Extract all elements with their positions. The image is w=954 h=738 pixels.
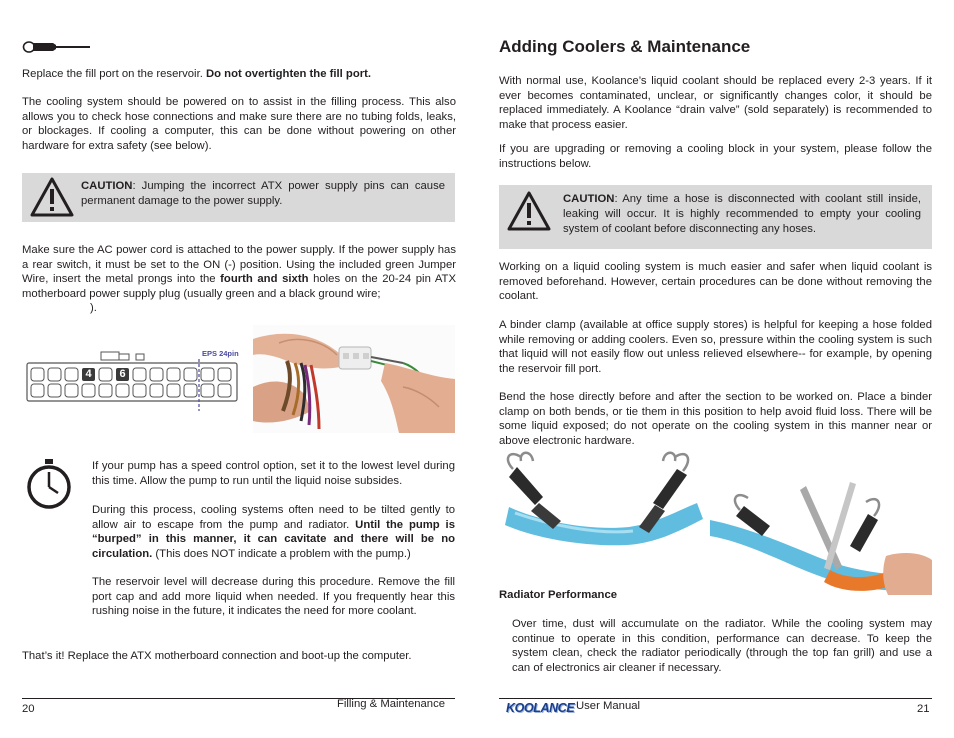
left-paragraph-jumper-tail: ). [90, 302, 97, 314]
pin-label-6: 6 [119, 368, 126, 380]
left-paragraph-jumper: Make sure the AC power cord is attached to the power supply. If the power supply has a rear switch, it must be set to the ON (-) position. Using the included green Jumper Wire, insert the metal prongs into the fourth and sixth holes on the 20-24 pin ATX motherboard power supply plug (usually green and a black ground wire; [22, 244, 456, 300]
section-subheading-radiator: Radiator Performance [499, 589, 618, 601]
right-page-number: 21 [917, 703, 930, 715]
left-paragraph-fill-port: Replace the fill port on the reservoir. Do not overtighten the fill port. [22, 68, 372, 80]
right-footer-title: User Manual [576, 700, 641, 712]
left-footer-title: Filling & Maintenance [337, 698, 446, 710]
eps-24pin-label: EPS 24pin [202, 349, 239, 358]
left-paragraph-pump-speed: If your pump has a speed control option, set it to the lowest level during this time. Allow the pump to run until the liquid noise subsides. [92, 460, 455, 487]
caution-box-right [499, 185, 932, 249]
screwdriver-icon [22, 40, 92, 59]
binder-clamp-photo [499, 447, 715, 557]
warning-icon [30, 177, 74, 217]
warning-icon [507, 191, 551, 231]
stopwatch-icon [25, 458, 73, 515]
caution-text-right: CAUTION: Any time a hose is disconnected with coolant still inside, leaking will occur. It is highly recommended to empty your cooling system of coolant before disconnecting any hoses. [563, 193, 921, 235]
page-title: Adding Coolers & Maintenance [499, 37, 751, 56]
right-paragraph-binder-clamp: A binder clamp (available at office supply stores) is helpful for keeping a hose folded while removing or adding coolers. Even so, pressure within the cooling system is such that liquid will not easily flow out unless relieved elsewhere-- for example, by opening the reservoir fill port. [499, 319, 932, 375]
right-paragraph-radiator: Over time, dust will accumulate on the radiator. While the cooling system may continue to operate in this condition, performance can decrease. To keep the system clean, check the radiator periodically (through the top fan grill) and use a can of electronics air cleaner if necessary. [512, 618, 932, 674]
left-paragraph-finish: That’s it! Replace the ATX motherboard connection and boot-up the computer. [22, 650, 412, 662]
caution-box-left [22, 173, 455, 222]
left-page-number: 20 [22, 703, 35, 715]
right-footer-rule [499, 698, 932, 699]
hose-cutting-photo [710, 480, 932, 595]
caution-text-left: CAUTION: Jumping the incorrect ATX power supply pins can cause permanent damage to the power supply. [81, 180, 445, 207]
right-paragraph-working: Working on a liquid cooling system is much easier and safer when liquid coolant is removed beforehand. However, certain procedures can be done without removing the coolant. [499, 261, 932, 303]
left-paragraph-burp: During this process, cooling systems often need to be tilted gently to allow air to escape from the pump and radiator. Until the pump is “burped” in this manner, it can cavitate and there will be no circulation. (This does NOT indicate a problem with the pump.) [92, 504, 455, 560]
pin-label-4: 4 [85, 368, 92, 380]
jumper-wire-photo [253, 325, 455, 433]
left-paragraph-reservoir-level: The reservoir level will decrease during this procedure. Remove the fill port cap and add more liquid when needed. If you frequently hear this rushing noise in the future, it indicates the need for more coolant. [92, 576, 455, 618]
right-paragraph-bend-hose: Bend the hose directly before and after the section to be worked on. Place a binder clamp on both bends, or tie them in this position to help avoid fluid loss. There will be some liquid exposed; do not operate on the cooling system in this manner near or above electronic hardware. [499, 391, 932, 447]
atx-connector-diagram [25, 345, 245, 413]
koolance-logo: KOOLANCE [506, 701, 575, 715]
left-paragraph-power-on: The cooling system should be powered on to assist in the filling process. This also allows you to check hose connections and make sure there are no tubing folds, leaks, or blockages. If cooling a computer, this can be done without powering on other hardware for extra safety (see below). [22, 96, 456, 152]
right-paragraph-upgrading: If you are upgrading or removing a cooling block in your system, please follow the instructions below. [499, 143, 932, 170]
right-paragraph-coolant-replace: With normal use, Koolance’s liquid coolant should be replaced every 2-3 years. If it ever becomes contaminated, unclear, or significantly changes color, it should be replaced immediately. A Koolance “drain valve” (sold separately) is recommended to make that process easier. [499, 75, 932, 131]
